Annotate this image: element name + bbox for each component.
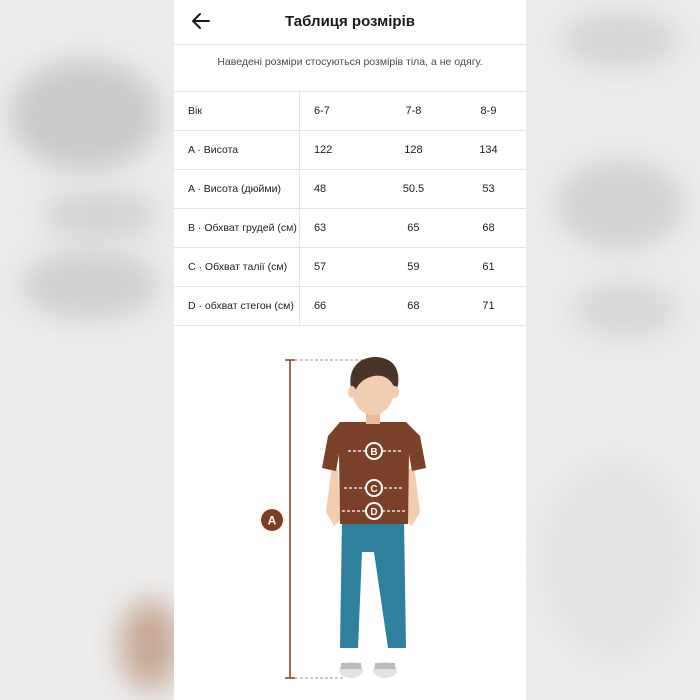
marker-a (261, 509, 283, 531)
table-row (174, 131, 526, 170)
table-cell: 68 (376, 287, 451, 326)
svg-text:D: D (370, 507, 378, 518)
column-header: 6-7 (299, 92, 375, 131)
table-cell: 61 (451, 248, 526, 287)
table-cell: 68 (451, 209, 526, 248)
table-cell: 134 (451, 131, 526, 170)
svg-text:B: B (370, 447, 378, 458)
table-cell: 50.5 (376, 170, 451, 209)
table-row (174, 287, 526, 326)
table-cell: 63 (299, 209, 375, 248)
row-label: C · Обхват талії (см) (174, 248, 299, 287)
size-table (174, 92, 526, 326)
table-cell: 128 (376, 131, 451, 170)
table-cell: 48 (299, 170, 375, 209)
column-header: Вік (174, 92, 299, 131)
size-chart-screen (174, 0, 526, 700)
column-header: 8-9 (451, 92, 526, 131)
table-cell: 66 (299, 287, 375, 326)
table-cell: 59 (376, 248, 451, 287)
header (174, 0, 526, 45)
table-cell: 71 (451, 287, 526, 326)
row-label: A · Висота (дюйми) (174, 170, 299, 209)
table-row (174, 248, 526, 287)
svg-text:C: C (370, 484, 378, 495)
table-row (174, 170, 526, 209)
body-measurement-illustration (174, 330, 526, 700)
svg-text:A: A (267, 513, 277, 528)
size-note: Наведені розміри стосуються розмірів тіла, а не одягу. (174, 45, 526, 92)
table-header-row (174, 92, 526, 131)
table-row (174, 209, 526, 248)
table-cell: 53 (451, 170, 526, 209)
column-header: 7-8 (376, 92, 451, 131)
page-title: Таблиця розмірів (285, 13, 415, 30)
row-label: A · Висота (174, 131, 299, 170)
row-label: D · обхват стегон (см) (174, 287, 299, 326)
table-cell: 122 (299, 131, 375, 170)
table-cell: 57 (299, 248, 375, 287)
table-cell: 65 (376, 209, 451, 248)
row-label: B · Обхват грудей (см) (174, 209, 299, 248)
